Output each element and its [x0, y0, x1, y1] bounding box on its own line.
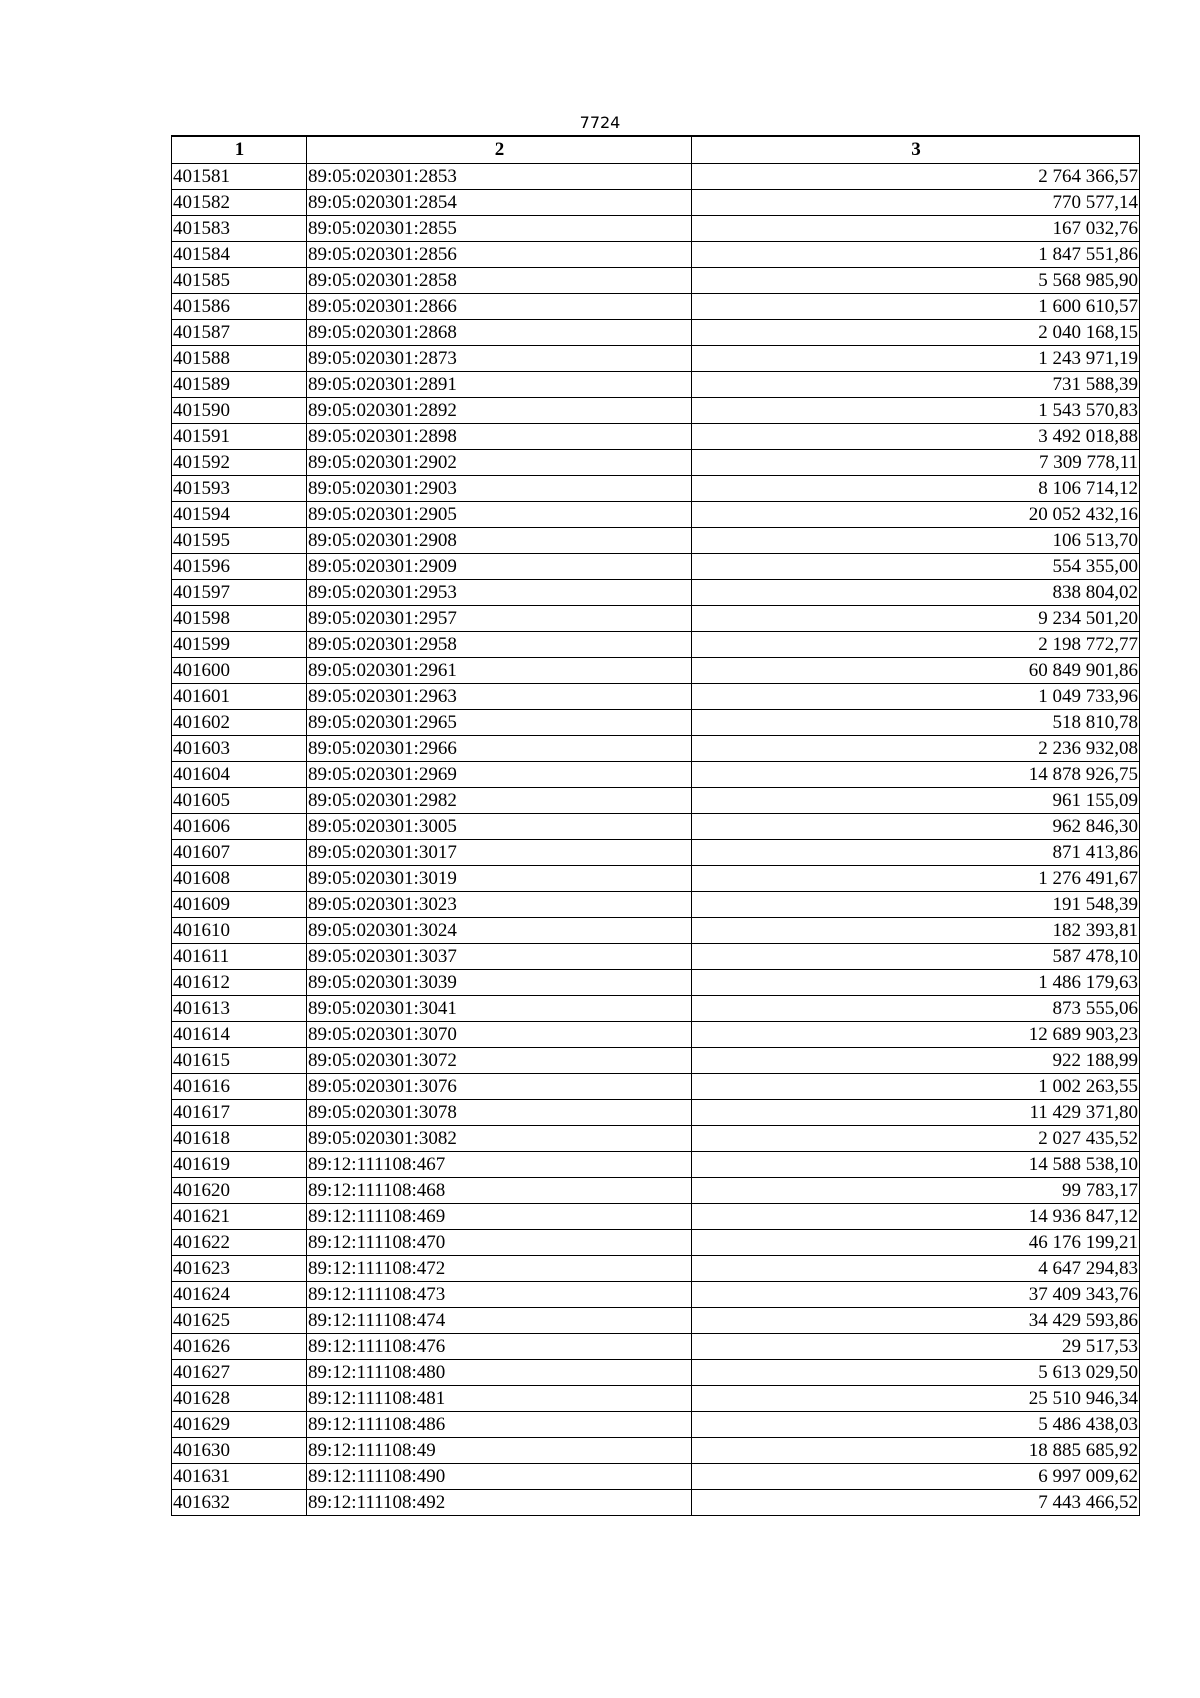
- value-cell: 1 486 179,63: [692, 969, 1140, 995]
- cadastral-number-cell: 89:12:111108:492: [307, 1489, 692, 1515]
- row-number-cell: 401600: [172, 657, 307, 683]
- row-number-cell: 401618: [172, 1125, 307, 1151]
- cadastral-number-cell: 89:05:020301:3076: [307, 1073, 692, 1099]
- cadastral-number-cell: 89:05:020301:3078: [307, 1099, 692, 1125]
- cadastral-number-cell: 89:05:020301:2892: [307, 397, 692, 423]
- value-cell: 60 849 901,86: [692, 657, 1140, 683]
- cadastral-number-cell: 89:05:020301:2891: [307, 371, 692, 397]
- row-number-cell: 401602: [172, 709, 307, 735]
- value-cell: 37 409 343,76: [692, 1281, 1140, 1307]
- cadastral-number-cell: 89:05:020301:2854: [307, 189, 692, 215]
- cadastral-number-cell: 89:12:111108:472: [307, 1255, 692, 1281]
- column-header-1: 1: [172, 136, 307, 163]
- value-cell: 99 783,17: [692, 1177, 1140, 1203]
- cadastral-number-cell: 89:12:111108:474: [307, 1307, 692, 1333]
- table-row: [172, 657, 1140, 683]
- table-row: [172, 475, 1140, 501]
- row-number-cell: 401612: [172, 969, 307, 995]
- cadastral-number-cell: 89:05:020301:2965: [307, 709, 692, 735]
- table-row: [172, 1281, 1140, 1307]
- cadastral-number-cell: 89:12:111108:473: [307, 1281, 692, 1307]
- table-row: [172, 189, 1140, 215]
- table-row: [172, 969, 1140, 995]
- table-row: [172, 293, 1140, 319]
- table-row: [172, 709, 1140, 735]
- table-row: [172, 397, 1140, 423]
- value-cell: 5 568 985,90: [692, 267, 1140, 293]
- table-row: [172, 787, 1140, 813]
- cadastral-number-cell: 89:05:020301:3041: [307, 995, 692, 1021]
- row-number-cell: 401629: [172, 1411, 307, 1437]
- cadastral-number-cell: 89:05:020301:2957: [307, 605, 692, 631]
- cadastral-number-cell: 89:05:020301:3039: [307, 969, 692, 995]
- table-row: [172, 865, 1140, 891]
- table-row: [172, 1437, 1140, 1463]
- table-row: [172, 605, 1140, 631]
- value-cell: 11 429 371,80: [692, 1099, 1140, 1125]
- cadastral-number-cell: 89:12:111108:481: [307, 1385, 692, 1411]
- cadastral-number-cell: 89:05:020301:3019: [307, 865, 692, 891]
- row-number-cell: 401608: [172, 865, 307, 891]
- cadastral-number-cell: 89:12:111108:467: [307, 1151, 692, 1177]
- value-cell: 1 600 610,57: [692, 293, 1140, 319]
- row-number-cell: 401592: [172, 449, 307, 475]
- row-number-cell: 401584: [172, 241, 307, 267]
- value-cell: 2 198 772,77: [692, 631, 1140, 657]
- value-cell: 29 517,53: [692, 1333, 1140, 1359]
- row-number-cell: 401624: [172, 1281, 307, 1307]
- row-number-cell: 401588: [172, 345, 307, 371]
- table-row: [172, 891, 1140, 917]
- value-cell: 7 309 778,11: [692, 449, 1140, 475]
- row-number-cell: 401628: [172, 1385, 307, 1411]
- row-number-cell: 401625: [172, 1307, 307, 1333]
- cadastral-number-cell: 89:05:020301:2905: [307, 501, 692, 527]
- cadastral-number-cell: 89:05:020301:2982: [307, 787, 692, 813]
- table-row: [172, 1359, 1140, 1385]
- cadastral-number-cell: 89:05:020301:2909: [307, 553, 692, 579]
- table-row: [172, 1047, 1140, 1073]
- cadastral-number-cell: 89:05:020301:2903: [307, 475, 692, 501]
- column-header-3: 3: [692, 136, 1140, 163]
- row-number-cell: 401621: [172, 1203, 307, 1229]
- cadastral-number-cell: 89:05:020301:3082: [307, 1125, 692, 1151]
- row-number-cell: 401585: [172, 267, 307, 293]
- cadastral-number-cell: 89:05:020301:2902: [307, 449, 692, 475]
- table-row: [172, 1099, 1140, 1125]
- table-row: [172, 943, 1140, 969]
- cadastral-number-cell: 89:05:020301:3072: [307, 1047, 692, 1073]
- value-cell: 14 878 926,75: [692, 761, 1140, 787]
- cadastral-number-cell: 89:05:020301:2853: [307, 163, 692, 189]
- row-number-cell: 401581: [172, 163, 307, 189]
- table-row: [172, 423, 1140, 449]
- value-cell: 770 577,14: [692, 189, 1140, 215]
- cadastral-number-cell: 89:12:111108:476: [307, 1333, 692, 1359]
- cadastral-number-cell: 89:05:020301:2969: [307, 761, 692, 787]
- cadastral-number-cell: 89:05:020301:2963: [307, 683, 692, 709]
- value-cell: 1 243 971,19: [692, 345, 1140, 371]
- table-row: [172, 917, 1140, 943]
- cadastral-number-cell: 89:05:020301:2856: [307, 241, 692, 267]
- value-cell: 961 155,09: [692, 787, 1140, 813]
- table-row: [172, 1255, 1140, 1281]
- table-row: [172, 345, 1140, 371]
- value-cell: 2 027 435,52: [692, 1125, 1140, 1151]
- value-cell: 34 429 593,86: [692, 1307, 1140, 1333]
- row-number-cell: 401594: [172, 501, 307, 527]
- table-header-row: [172, 136, 1140, 163]
- value-cell: 9 234 501,20: [692, 605, 1140, 631]
- row-number-cell: 401590: [172, 397, 307, 423]
- table-row: [172, 1385, 1140, 1411]
- table-row: [172, 1333, 1140, 1359]
- value-cell: 182 393,81: [692, 917, 1140, 943]
- table-row: [172, 215, 1140, 241]
- table-row: [172, 1307, 1140, 1333]
- table-row: [172, 1203, 1140, 1229]
- row-number-cell: 401596: [172, 553, 307, 579]
- cadastral-number-cell: 89:05:020301:2868: [307, 319, 692, 345]
- value-cell: 7 443 466,52: [692, 1489, 1140, 1515]
- row-number-cell: 401614: [172, 1021, 307, 1047]
- table-row: [172, 813, 1140, 839]
- value-cell: 731 588,39: [692, 371, 1140, 397]
- cadastral-number-cell: 89:05:020301:2866: [307, 293, 692, 319]
- value-cell: 962 846,30: [692, 813, 1140, 839]
- row-number-cell: 401613: [172, 995, 307, 1021]
- row-number-cell: 401587: [172, 319, 307, 345]
- value-cell: 3 492 018,88: [692, 423, 1140, 449]
- table-row: [172, 1463, 1140, 1489]
- cadastral-number-cell: 89:05:020301:2908: [307, 527, 692, 553]
- value-cell: 1 002 263,55: [692, 1073, 1140, 1099]
- cadastral-number-cell: 89:12:111108:468: [307, 1177, 692, 1203]
- row-number-cell: 401623: [172, 1255, 307, 1281]
- value-cell: 2 040 168,15: [692, 319, 1140, 345]
- row-number-cell: 401631: [172, 1463, 307, 1489]
- row-number-cell: 401598: [172, 605, 307, 631]
- row-number-cell: 401609: [172, 891, 307, 917]
- row-number-cell: 401603: [172, 735, 307, 761]
- row-number-cell: 401589: [172, 371, 307, 397]
- table-row: [172, 553, 1140, 579]
- row-number-cell: 401595: [172, 527, 307, 553]
- value-cell: 554 355,00: [692, 553, 1140, 579]
- value-cell: 5 486 438,03: [692, 1411, 1140, 1437]
- row-number-cell: 401586: [172, 293, 307, 319]
- row-number-cell: 401610: [172, 917, 307, 943]
- value-cell: 518 810,78: [692, 709, 1140, 735]
- value-cell: 587 478,10: [692, 943, 1140, 969]
- cadastral-number-cell: 89:12:111108:49: [307, 1437, 692, 1463]
- row-number-cell: 401605: [172, 787, 307, 813]
- cadastral-number-cell: 89:05:020301:2966: [307, 735, 692, 761]
- value-cell: 871 413,86: [692, 839, 1140, 865]
- value-cell: 1 543 570,83: [692, 397, 1140, 423]
- table-row: [172, 1125, 1140, 1151]
- table-row: [172, 735, 1140, 761]
- cadastral-number-cell: 89:12:111108:470: [307, 1229, 692, 1255]
- table-row: [172, 501, 1140, 527]
- row-number-cell: 401583: [172, 215, 307, 241]
- row-number-cell: 401607: [172, 839, 307, 865]
- value-cell: 2 764 366,57: [692, 163, 1140, 189]
- row-number-cell: 401619: [172, 1151, 307, 1177]
- table-row: [172, 241, 1140, 267]
- cadastral-number-cell: 89:05:020301:3017: [307, 839, 692, 865]
- column-header-2: 2: [307, 136, 692, 163]
- table-row: [172, 1021, 1140, 1047]
- table-body: [172, 163, 1140, 1515]
- row-number-cell: 401626: [172, 1333, 307, 1359]
- row-number-cell: 401630: [172, 1437, 307, 1463]
- cadastral-number-cell: 89:05:020301:3037: [307, 943, 692, 969]
- value-cell: 1 847 551,86: [692, 241, 1140, 267]
- value-cell: 922 188,99: [692, 1047, 1140, 1073]
- value-cell: 25 510 946,34: [692, 1385, 1140, 1411]
- value-cell: 14 936 847,12: [692, 1203, 1140, 1229]
- table-row: [172, 579, 1140, 605]
- row-number-cell: 401615: [172, 1047, 307, 1073]
- cadastral-number-cell: 89:05:020301:2873: [307, 345, 692, 371]
- cadastral-number-cell: 89:05:020301:2958: [307, 631, 692, 657]
- cadastral-number-cell: 89:12:111108:490: [307, 1463, 692, 1489]
- cadastral-number-cell: 89:05:020301:2855: [307, 215, 692, 241]
- cadastral-number-cell: 89:05:020301:2898: [307, 423, 692, 449]
- row-number-cell: 401582: [172, 189, 307, 215]
- table-row: [172, 1177, 1140, 1203]
- row-number-cell: 401627: [172, 1359, 307, 1385]
- row-number-cell: 401597: [172, 579, 307, 605]
- cadastral-number-cell: 89:05:020301:2858: [307, 267, 692, 293]
- row-number-cell: 401601: [172, 683, 307, 709]
- value-cell: 106 513,70: [692, 527, 1140, 553]
- value-cell: 6 997 009,62: [692, 1463, 1140, 1489]
- cadastral-number-cell: 89:05:020301:2961: [307, 657, 692, 683]
- table-row: [172, 1229, 1140, 1255]
- row-number-cell: 401616: [172, 1073, 307, 1099]
- value-cell: 8 106 714,12: [692, 475, 1140, 501]
- row-number-cell: 401606: [172, 813, 307, 839]
- value-cell: 20 052 432,16: [692, 501, 1140, 527]
- table-row: [172, 761, 1140, 787]
- cadastral-number-cell: 89:05:020301:3023: [307, 891, 692, 917]
- cadastral-number-cell: 89:12:111108:480: [307, 1359, 692, 1385]
- row-number-cell: 401611: [172, 943, 307, 969]
- value-cell: 14 588 538,10: [692, 1151, 1140, 1177]
- row-number-cell: 401622: [172, 1229, 307, 1255]
- value-cell: 873 555,06: [692, 995, 1140, 1021]
- cadastral-number-cell: 89:05:020301:3024: [307, 917, 692, 943]
- value-cell: 838 804,02: [692, 579, 1140, 605]
- table-row: [172, 163, 1140, 189]
- table-row: [172, 1073, 1140, 1099]
- table-row: [172, 1151, 1140, 1177]
- table-row: [172, 1411, 1140, 1437]
- table-row: [172, 631, 1140, 657]
- row-number-cell: 401591: [172, 423, 307, 449]
- value-cell: 12 689 903,23: [692, 1021, 1140, 1047]
- table-row: [172, 1489, 1140, 1515]
- table-row: [172, 319, 1140, 345]
- cadastral-number-cell: 89:05:020301:3005: [307, 813, 692, 839]
- table-row: [172, 839, 1140, 865]
- row-number-cell: 401599: [172, 631, 307, 657]
- value-cell: 18 885 685,92: [692, 1437, 1140, 1463]
- row-number-cell: 401593: [172, 475, 307, 501]
- page-number: 7724: [579, 113, 621, 132]
- value-cell: 1 276 491,67: [692, 865, 1140, 891]
- value-cell: 46 176 199,21: [692, 1229, 1140, 1255]
- table-row: [172, 267, 1140, 293]
- row-number-cell: 401632: [172, 1489, 307, 1515]
- value-cell: 191 548,39: [692, 891, 1140, 917]
- value-cell: 4 647 294,83: [692, 1255, 1140, 1281]
- row-number-cell: 401604: [172, 761, 307, 787]
- value-cell: 1 049 733,96: [692, 683, 1140, 709]
- table-row: [172, 527, 1140, 553]
- cadastral-number-cell: 89:05:020301:2953: [307, 579, 692, 605]
- row-number-cell: 401620: [172, 1177, 307, 1203]
- table-row: [172, 683, 1140, 709]
- row-number-cell: 401617: [172, 1099, 307, 1125]
- cadastral-number-cell: 89:12:111108:486: [307, 1411, 692, 1437]
- cadastral-number-cell: 89:05:020301:3070: [307, 1021, 692, 1047]
- value-cell: 5 613 029,50: [692, 1359, 1140, 1385]
- register-table: [171, 135, 1140, 1516]
- table-row: [172, 995, 1140, 1021]
- value-cell: 167 032,76: [692, 215, 1140, 241]
- table-row: [172, 449, 1140, 475]
- table-row: [172, 371, 1140, 397]
- value-cell: 2 236 932,08: [692, 735, 1140, 761]
- cadastral-number-cell: 89:12:111108:469: [307, 1203, 692, 1229]
